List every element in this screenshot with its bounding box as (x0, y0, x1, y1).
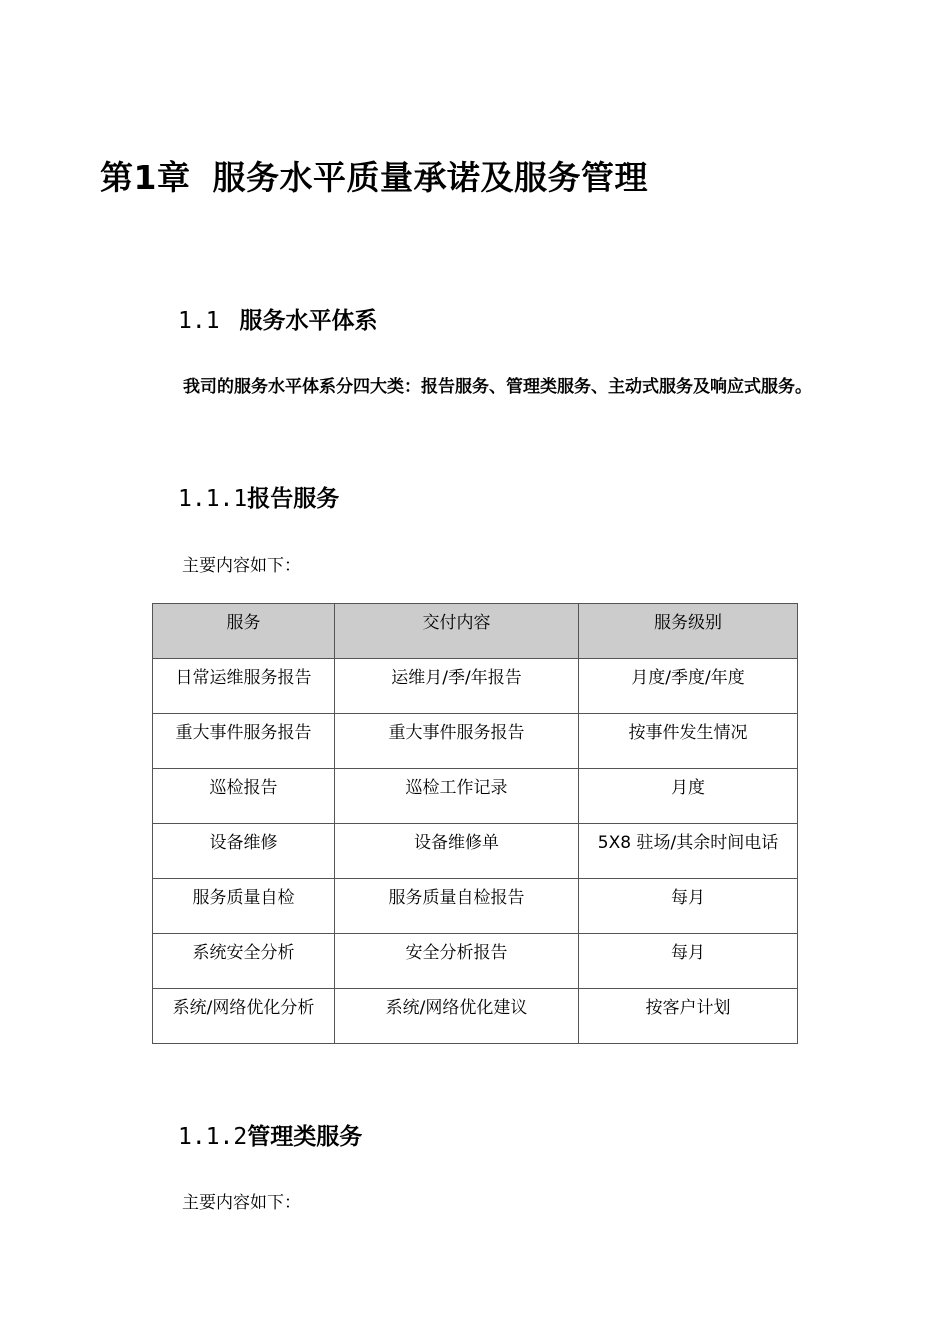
section-number: 1.1 (178, 308, 220, 334)
chapter-title (100, 152, 648, 199)
table-cell: 日常运维服务报告 (153, 659, 335, 714)
table-row (153, 769, 798, 824)
subsection-heading-reports (178, 480, 339, 513)
section-paragraph: 我司的服务水平体系分四大类：报告服务、管理类服务、主动式服务及响应式服务。 (183, 377, 812, 397)
table-cell: 重大事件服务报告 (153, 714, 335, 769)
table-header-row (153, 604, 798, 659)
subsection-title: 报告服务 (247, 486, 340, 512)
subsection-intro: 主要内容如下： (182, 556, 301, 576)
table-row (153, 989, 798, 1044)
header-service-level: 服务级别 (579, 604, 798, 659)
table-row (153, 879, 798, 934)
chapter-number: 第1章 (100, 158, 191, 197)
table-cell: 设备维修单 (335, 824, 579, 879)
table-cell: 巡检报告 (153, 769, 335, 824)
table-cell: 按客户计划 (579, 989, 798, 1044)
subsection-number: 1.1.2 (178, 1124, 248, 1150)
table-cell: 按事件发生情况 (579, 714, 798, 769)
table-cell: 服务质量自检 (153, 879, 335, 934)
section-heading (178, 302, 378, 335)
table-cell: 系统安全分析 (153, 934, 335, 989)
header-service: 服务 (153, 604, 335, 659)
table-row (153, 934, 798, 989)
subsection-heading-management (178, 1118, 362, 1151)
chapter-title-text: 服务水平质量承诺及服务管理 (212, 158, 648, 197)
service-table (152, 603, 798, 1044)
table-cell: 运维月/季/年报告 (335, 659, 579, 714)
table-row (153, 659, 798, 714)
table-cell: 每月 (579, 934, 798, 989)
table-cell: 系统/网络优化分析 (153, 989, 335, 1044)
subsection-number: 1.1.1 (178, 486, 248, 512)
table-cell: 服务质量自检报告 (335, 879, 579, 934)
table-cell: 系统/网络优化建议 (335, 989, 579, 1044)
table-cell: 月度 (579, 769, 798, 824)
subsection-intro: 主要内容如下： (182, 1193, 301, 1213)
subsection-title: 管理类服务 (247, 1124, 363, 1150)
table-cell: 月度/季度/年度 (579, 659, 798, 714)
table-row (153, 714, 798, 769)
table-cell: 每月 (579, 879, 798, 934)
table-cell: 安全分析报告 (335, 934, 579, 989)
table-cell: 巡检工作记录 (335, 769, 579, 824)
table-cell: 设备维修 (153, 824, 335, 879)
header-deliverable: 交付内容 (335, 604, 579, 659)
table-cell: 5X8 驻场/其余时间电话 (579, 824, 798, 879)
table-row (153, 824, 798, 879)
table-cell: 重大事件服务报告 (335, 714, 579, 769)
section-title: 服务水平体系 (239, 308, 378, 334)
